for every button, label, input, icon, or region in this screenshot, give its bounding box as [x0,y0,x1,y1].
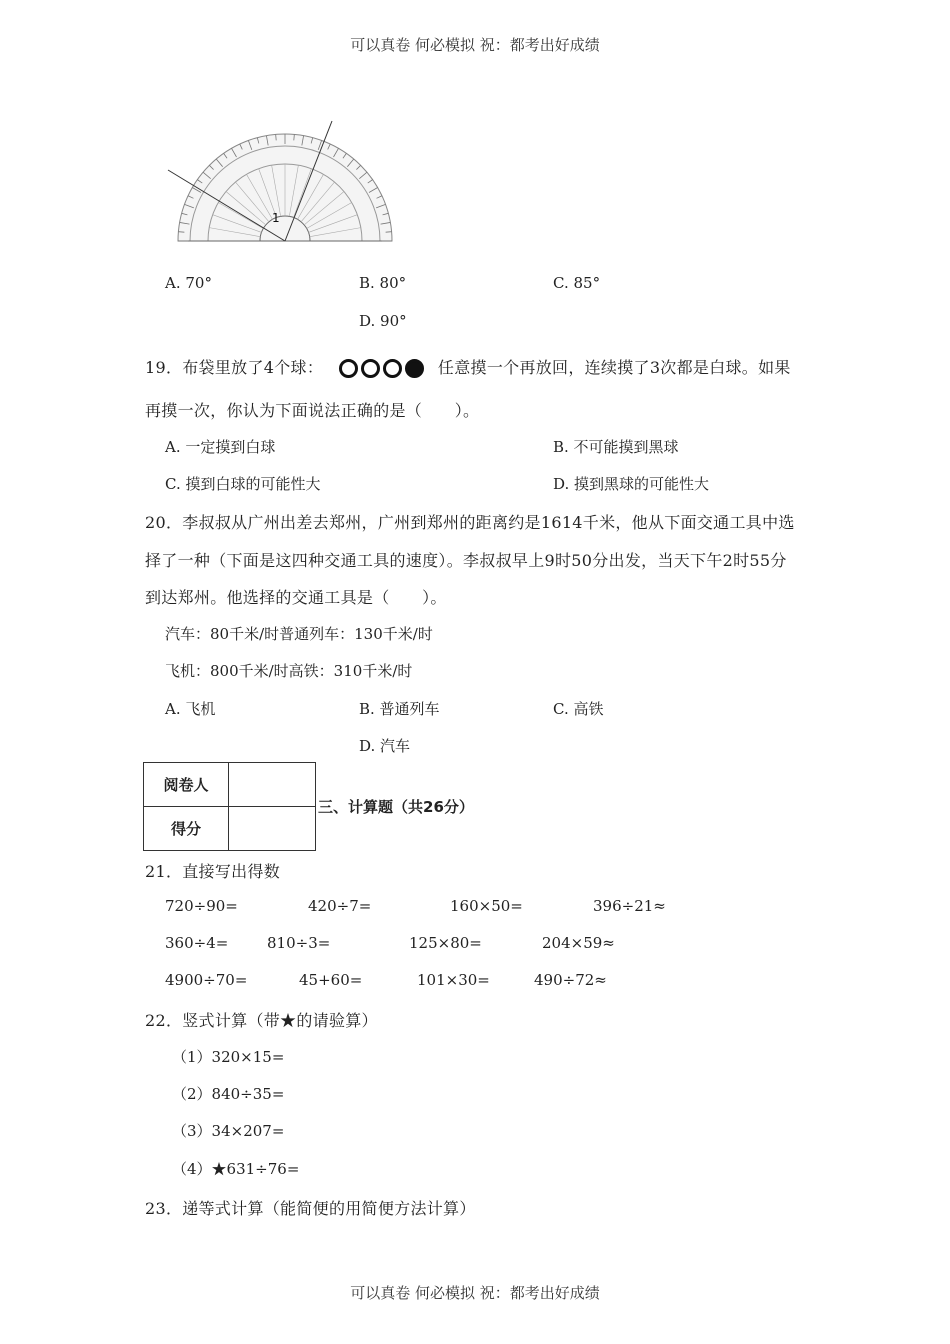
q20-option-c[interactable]: C. 高铁 [553,700,604,718]
q21-title: 21．直接写出得数 [145,862,281,881]
q22-item-3: （3）34×207= [172,1122,285,1140]
q21-expr: 490÷72≈ [534,971,607,989]
protractor-tick [276,134,277,140]
q19-prefix: 19．布袋里放了4个球： [145,358,324,377]
protractor-tick [294,134,295,140]
q21-expr: 125×80= [409,934,482,952]
page-header: 可以真卷 何必模拟 祝：都考出好成绩 [350,36,600,54]
q23-title: 23．递等式计算（能简便的用简便方法计算） [145,1199,476,1218]
q20-line3: 到达郑州。他选择的交通工具是（ ）。 [145,588,447,607]
score-table [143,762,316,851]
q18-option-d[interactable]: D. 90° [359,312,407,330]
q18-option-b[interactable]: B. 80° [359,274,407,292]
q21-expr: 4900÷70= [165,971,248,989]
q22-item-4: （4）★631÷76= [172,1160,300,1178]
q20-speeds-2: 飞机：800千米/时高铁：310千米/时 [165,662,413,680]
q21-expr: 204×59≈ [542,934,615,952]
q19-balls [339,358,427,378]
q20-option-d[interactable]: D. 汽车 [359,737,411,755]
q22-title: 22．竖式计算（带★的请验算） [145,1011,378,1030]
q21-expr: 810÷3= [267,934,331,952]
q19-stem [145,355,791,378]
protractor-figure [160,118,410,248]
q19-suffix: 任意摸一个再放回，连续摸了3次都是白球。如果 [437,358,791,377]
protractor-tick [386,232,392,233]
q21-expr: 420÷7= [308,897,372,915]
black-ball-icon [405,359,424,378]
q20-line1: 20．李叔叔从广州出差去郑州，广州到郑州的距离约是1614千米，他从下面交通工具中选 [145,513,795,532]
q22-item-1: （1）320×15= [172,1048,285,1066]
protractor-angle-label: 1 [272,211,280,225]
reviewer-cell[interactable] [229,763,316,807]
q20-line2: 择了一种（下面是这四种交通工具的速度）。李叔叔早上9时50分出发，当天下午2时55分 [145,551,787,570]
white-ball-icon [383,359,402,378]
q19-option-b[interactable]: B. 不可能摸到黑球 [553,438,679,456]
q20-option-a[interactable]: A. 飞机 [165,700,216,718]
page-footer: 可以真卷 何必模拟 祝：都考出好成绩 [350,1284,600,1302]
q21-expr: 720÷90= [165,897,238,915]
score-label: 得分 [144,807,229,851]
white-ball-icon [339,359,358,378]
q19-option-a[interactable]: A. 一定摸到白球 [165,438,276,456]
q18-option-c[interactable]: C. 85° [553,274,601,292]
q21-expr: 101×30= [417,971,490,989]
score-cell[interactable] [229,807,316,851]
q21-expr: 45+60= [299,971,363,989]
q19-line2: 再摸一次，你认为下面说法正确的是（ ）。 [145,401,480,420]
section-3-title: 三、计算题（共26分） [318,798,474,816]
q21-expr: 396÷21≈ [593,897,666,915]
q19-option-c[interactable]: C. 摸到白球的可能性大 [165,475,321,493]
q22-item-2: （2）840÷35= [172,1085,285,1103]
q21-expr: 160×50= [450,897,523,915]
q20-option-b[interactable]: B. 普通列车 [359,700,440,718]
white-ball-icon [361,359,380,378]
q19-option-d[interactable]: D. 摸到黑球的可能性大 [553,475,710,493]
protractor-tick [178,232,184,233]
q21-expr: 360÷4= [165,934,229,952]
q18-option-a[interactable]: A. 70° [165,274,212,292]
reviewer-label: 阅卷人 [144,763,229,807]
q20-speeds-1: 汽车：80千米/时普通列车：130千米/时 [165,625,433,643]
